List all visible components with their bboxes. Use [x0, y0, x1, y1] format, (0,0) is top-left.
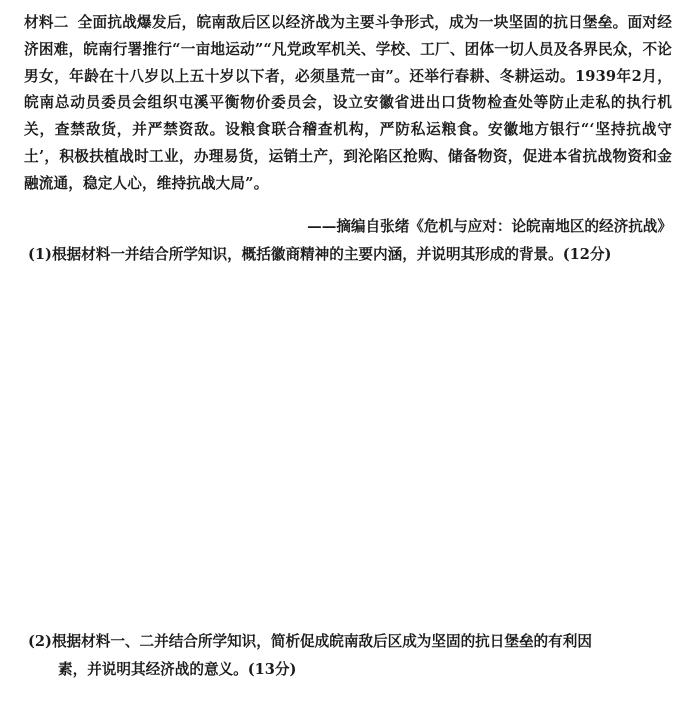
- material-two-block: [24, 10, 672, 198]
- source-citation: ——摘编自张绪《危机与应对：论皖南地区的经济抗战》: [307, 218, 672, 235]
- question-one: (1)根据材料一并结合所学知识，概括徽商精神的主要内涵，并说明其形成的背景。(12分): [28, 246, 612, 263]
- question-two-line-2: 素，并说明其经济战的意义。(13分): [58, 661, 297, 678]
- question-two-line-1: (2)根据材料一、二并结合所学知识，简析促成皖南敌后区成为坚固的抗日堡垒的有利因: [28, 633, 592, 650]
- material-two-paragraph: [24, 10, 672, 198]
- question-two: [28, 628, 670, 684]
- material-text: 全面抗战爆发后，皖南敌后区以经济战为主要斗争形式，成为一块坚固的抗日堡垒。面对经济困难，皖南行署推行“一亩地运动”“凡党政军机关、学校、工厂、团体一切人员及各界民众，不论男女，年龄在十八岁以上五十岁以下者，必须垦荒一亩”。还举行春耕、冬耕运动。1939年2月，皖南总动员委员会组织屯溪平衡物价委员会，设立安徽省进出口货物检查处等防止走私的执行机关，查禁敌货，并严禁资敌。设粮食联合稽查机构，严防私运粮食。安徽地方银行“‘坚持抗战守土’，积极扶植战时工业，办理易货，运销土产，到沦陷区抢购、储备物资，促进本省抗战物资和金融流通，稳定人心，维持抗战大局”。: [24, 14, 672, 192]
- material-label: 材料二: [24, 14, 69, 31]
